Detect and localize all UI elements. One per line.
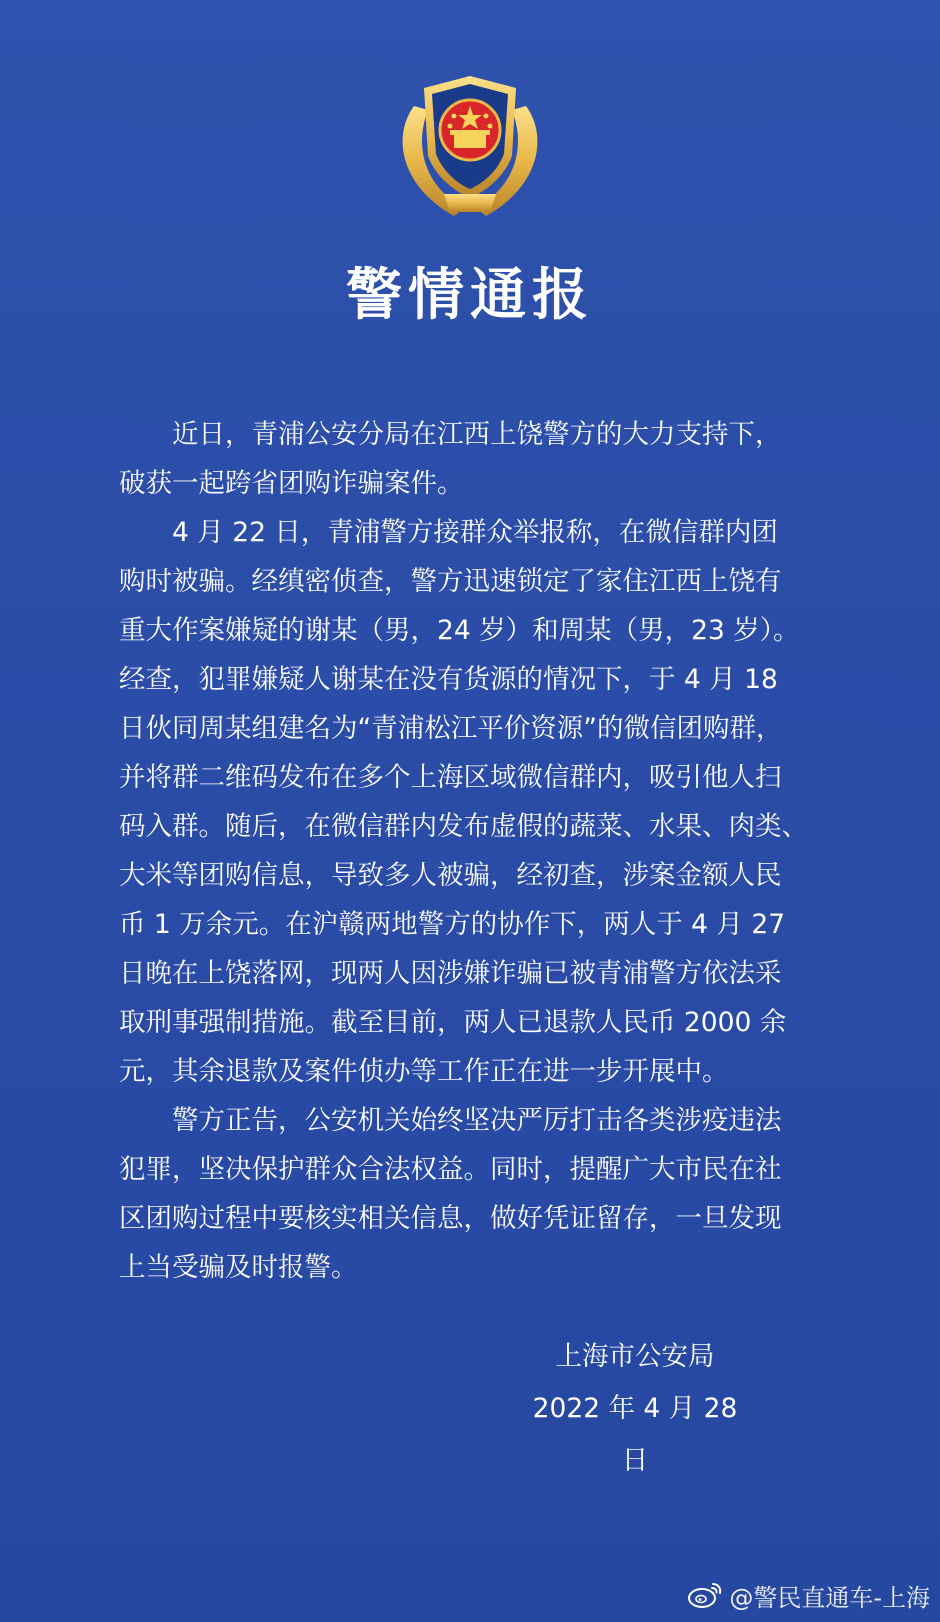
paragraph-3 (119, 1096, 824, 1292)
paragraph-line: 破获一起跨省团购诈骗案件。 (119, 468, 464, 499)
paragraph-line: 区团购过程中要核实相关信息，做好凭证留存，一旦发现 (119, 1203, 782, 1234)
paragraph-line: 并将群二维码发布在多个上海区域微信群内，吸引他人扫 (119, 762, 782, 793)
paragraph-line: 警方正告，公安机关始终坚决严厉打击各类涉疫违法 (172, 1105, 782, 1136)
issuing-authority: 上海市公安局 (555, 1341, 715, 1372)
issue-date: 2022 年 4 月 28 日 (532, 1393, 738, 1476)
watermark-text: @警民直通车-上海 (729, 1583, 930, 1612)
notice-body (119, 410, 824, 1292)
signature-block (520, 1331, 750, 1487)
paragraph-line: 经查，犯罪嫌疑人谢某在没有货源的情况下，于 4 月 18 (119, 664, 778, 695)
paragraph-line: 上当受骗及时报警。 (119, 1252, 358, 1283)
paragraph-line: 4 月 22 日，青浦警方接群众举报称，在微信群内团 (172, 517, 778, 548)
page-title: 警情通报 (346, 262, 594, 328)
paragraph-line: 近日，青浦公安分局在江西上饶警方的大力支持下， (172, 419, 782, 450)
paragraph-line: 日晚在上饶落网，现两人因涉嫌诈骗已被青浦警方依法采 (119, 958, 782, 989)
police-emblem-icon (384, 66, 556, 226)
paragraph-line: 犯罪，坚决保护群众合法权益。同时，提醒广大市民在社 (119, 1154, 782, 1185)
weibo-watermark (687, 1576, 930, 1614)
paragraph-line: 元，其余退款及案件侦办等工作正在进一步开展中。 (119, 1056, 729, 1087)
weibo-icon (687, 1580, 723, 1610)
paragraph-line: 重大作案嫌疑的谢某（男，24 岁）和周某（男，23 岁）。 (119, 615, 800, 646)
paragraph-line: 大米等团购信息，导致多人被骗，经初查，涉案金额人民 (119, 860, 782, 891)
paragraph-line: 取刑事强制措施。截至目前，两人已退款人民币 2000 余 (119, 1007, 787, 1038)
paragraph-2 (119, 508, 824, 1096)
paragraph-1 (119, 410, 824, 508)
paragraph-line: 码入群。随后，在微信群内发布虚假的蔬菜、水果、肉类、 (119, 811, 808, 842)
paragraph-line: 币 1 万余元。在沪赣两地警方的协作下，两人于 4 月 27 (119, 909, 786, 940)
paragraph-line: 日伙同周某组建名为“青浦松江平价资源”的微信团购群， (119, 713, 783, 744)
paragraph-line: 购时被骗。经缜密侦查，警方迅速锁定了家住江西上饶有 (119, 566, 782, 597)
